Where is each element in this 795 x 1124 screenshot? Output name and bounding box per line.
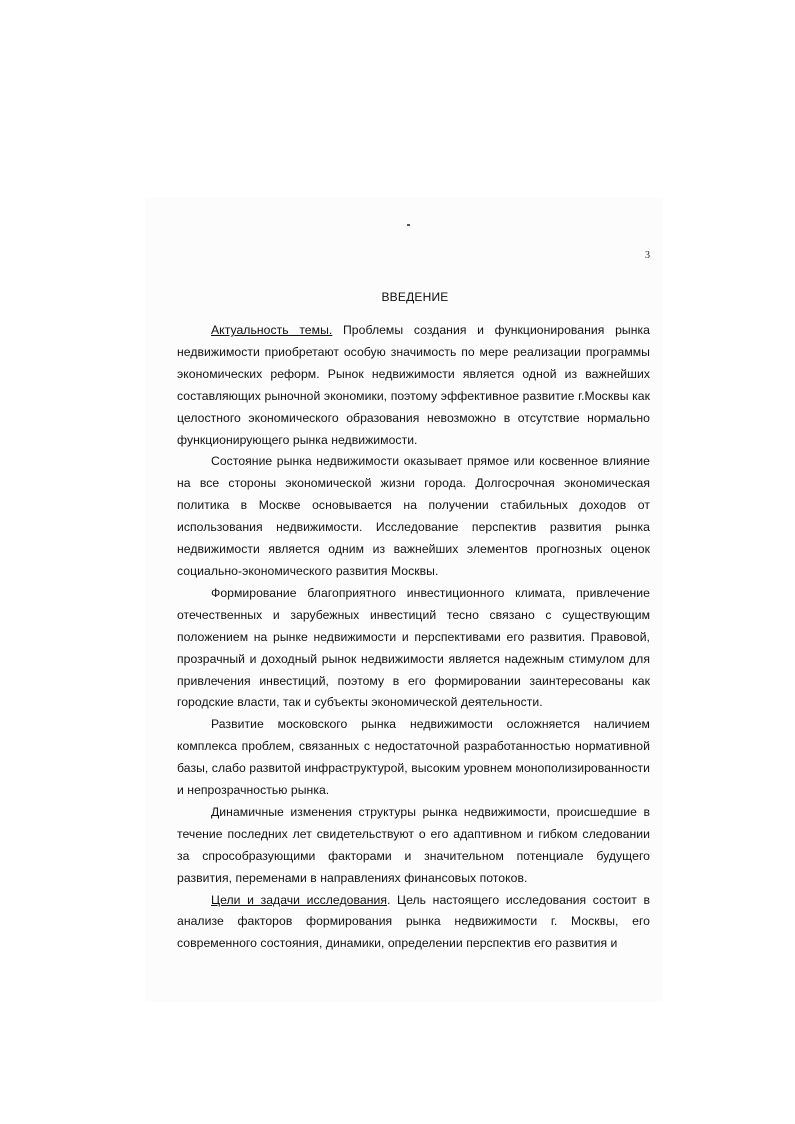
paragraph-text: . Цель настоящего исследования состоит в анализе факторов формирования рынка недвижимости г. Москвы, его современного состояния, динамики, определении перспектив его развития и xyxy=(177,892,650,951)
document-body xyxy=(177,320,650,955)
paragraph-heading: Актуальность темы. xyxy=(211,323,333,337)
paragraph-development-problems: Развитие московского рынка недвижимости осложняется наличием комплекса проблем, связанных с недостаточной разработанностью нормативной базы, слабо развитой инфраструктурой, высоким уровнем монополизированности и непрозрачностью рынка. xyxy=(177,717,650,798)
page-title: ВВЕДЕНИЕ xyxy=(381,290,449,304)
paragraph-research-goals xyxy=(177,890,650,956)
scan-speck xyxy=(407,224,410,226)
paragraph-relevance xyxy=(177,320,650,451)
paragraph-market-state: Состояние рынка недвижимости оказывает прямое или косвенное влияние на все стороны экономической жизни города. Долгосрочная экономическая политика в Москве основывается на получении стабильных доходов от использования недвижимости. Исследование перспектив развития рынка недвижимости является одним из важнейших элементов прогнозных оценок социально-экономического развития Москвы. xyxy=(177,454,650,578)
page-number: 3 xyxy=(645,250,650,261)
paragraph-text: Проблемы создания и функционирования рынка недвижимости приобретают особую значимость по мере реализации программы экономических реформ. Рынок недвижимости является одной из важнейших составляющих рыночной экономики, поэтому эффективное развитие г.Москвы как целостного экономического образования невозможно в отсутствие нормально функционирующего рынка недвижимости. xyxy=(177,323,650,447)
paragraph-heading: Цели и задачи исследования xyxy=(211,892,387,907)
paragraph-investment-climate: Формирование благоприятного инвестиционного климата, привлечение отечественных и зарубежных инвестиций тесно связано с существующим положением на рынке недвижимости и перспективами его развития. Правовой, прозрачный и доходный рынок недвижимости является надежным стимулом для привлечения инвестиций, поэтому в его формировании заинтересованы как городские власти, так и субъекты экономической деятельности. xyxy=(177,585,650,710)
paragraph-structural-changes: Динамичные изменения структуры рынка недвижимости, происшедшие в течение последних лет свидетельствуют о его адаптивном и гибком следовании за спрособразующими факторами и значительном потенциале будущего развития, переменами в направлениях финансовых потоков. xyxy=(177,804,650,885)
